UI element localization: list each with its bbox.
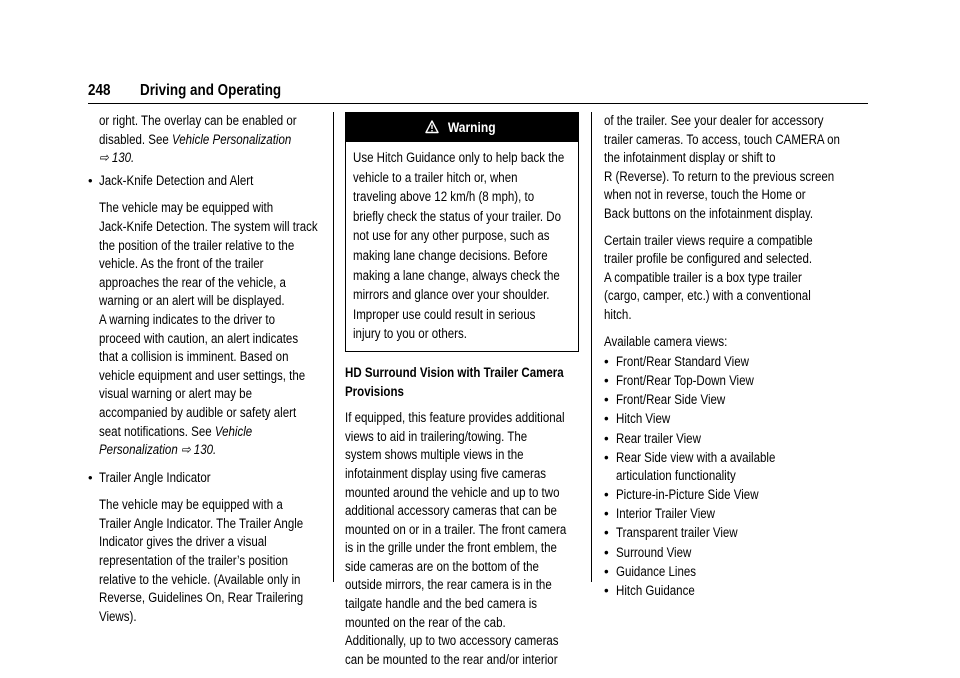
text-line: Additionally, up to two accessory cameras <box>345 633 559 649</box>
list-item: • Hitch Guidance <box>604 582 868 601</box>
list-item: • Interior Trailer View <box>604 505 868 524</box>
text-line: Provisions <box>345 383 404 399</box>
text-line: trailer cameras. To access, touch CAMERA on <box>604 131 840 147</box>
list-item: • Picture-in-Picture Side View <box>604 486 868 505</box>
text-line: (cargo, camper, etc.) with a conventional <box>604 288 811 304</box>
list-intro <box>604 333 868 352</box>
text-line: Trailer Angle Indicator. The Trailer Angle <box>99 515 304 531</box>
text-line: the infotainment display or shift to <box>604 150 776 166</box>
list-item: • Front/Rear Standard View <box>604 353 868 372</box>
text-line: If equipped, this feature provides additional <box>345 410 565 426</box>
text-line: briefly check the status of your trailer. Do <box>353 208 562 224</box>
page-number: 248 <box>88 82 111 99</box>
text-line: infotainment display using five cameras <box>345 465 546 481</box>
text-line <box>99 441 289 460</box>
text-line: additional accessory cameras that can be <box>345 503 557 519</box>
text-line: can be mounted to the rear and/or interior <box>345 651 558 667</box>
column-3 <box>604 112 868 601</box>
text-line: Views). <box>99 608 137 624</box>
text-line: mirrors and glance over your shoulder. <box>353 287 550 303</box>
subheading <box>345 364 579 401</box>
list-item: • Hitch View <box>604 410 868 429</box>
text-line: vehicle. As the front of the trailer <box>99 256 264 272</box>
text-line: HD Surround Vision with Trailer Camera <box>345 364 564 380</box>
bullet-title: • Trailer Angle Indicator <box>99 469 211 485</box>
text-line: traveling above 12 km/h (8 mph), to <box>353 189 535 205</box>
text-line: relative to the vehicle. (Available only in <box>99 571 301 587</box>
text-line: Available camera views: <box>604 333 728 349</box>
bullet-title: • Jack-Knife Detection and Alert <box>99 172 254 188</box>
paragraph-access <box>604 112 868 224</box>
section-title: Driving and Operating <box>140 82 282 99</box>
trailer-angle-paragraph <box>88 496 320 626</box>
text-line: The vehicle may be equipped with <box>99 200 274 216</box>
camera-views-list <box>604 353 868 600</box>
cross-reference: Personalization <box>99 442 178 458</box>
text-line: Indicator gives the driver a visual <box>99 534 267 550</box>
text-line: of the trailer. See your dealer for accessory <box>604 113 824 128</box>
body-paragraph <box>345 409 579 669</box>
text-line: seat notifications. See Vehicle <box>99 423 253 439</box>
text-line: system shows multiple views in the <box>345 447 524 463</box>
text-line: vehicle equipment and user settings, the <box>99 367 306 383</box>
list-item: • Rear trailer View <box>604 430 868 449</box>
text-line: vehicle to a trailer hitch or, when <box>353 169 518 185</box>
list-item: • Guidance Lines <box>604 563 868 582</box>
text-line: disabled. See Vehicle Personalization <box>99 131 292 147</box>
list-item: • Front/Rear Side View <box>604 391 868 410</box>
text-line: warning or an alert will be displayed. <box>99 293 285 309</box>
text-line: representation of the trailer’s position <box>99 553 289 569</box>
text-line: when not in reverse, touch the Home or <box>604 187 806 203</box>
list-item: • Rear Side view with a available articulation functionality <box>604 449 868 486</box>
list-item: • Front/Rear Top-Down View <box>604 372 868 391</box>
jackknife-paragraph <box>88 199 320 459</box>
cross-reference: Vehicle <box>214 423 253 439</box>
text-line: mounted around the vehicle and up to two <box>345 484 560 500</box>
intro-paragraph <box>88 112 320 168</box>
text-line: The vehicle may be equipped with a <box>99 497 283 513</box>
text-line: the position of the trailer relative to the <box>99 237 295 253</box>
text-line: A warning indicates to the driver to <box>99 311 276 327</box>
text-line: trailer profile be configured and selected. <box>604 251 813 267</box>
text-line: that a collision is imminent. Based on <box>99 349 289 365</box>
text-line: Use Hitch Guidance only to help back the <box>353 150 565 165</box>
text-line: hitch. <box>604 306 632 322</box>
text-line: not use for any other purpose, such as <box>353 228 550 244</box>
bullet-jackknife <box>88 172 320 191</box>
column-2 <box>345 112 579 677</box>
page-reference: ⇨ 130. <box>99 150 135 166</box>
page-reference: ⇨ 130. <box>177 442 217 458</box>
text-line: Improper use could result in serious <box>353 306 536 322</box>
text-line: or right. The overlay can be enabled or <box>99 113 297 128</box>
column-divider-1 <box>333 112 334 582</box>
bullet-trailer-angle <box>88 469 320 488</box>
text-line: is in the grille under the front emblem, the <box>345 540 557 556</box>
column-divider-2 <box>591 112 592 582</box>
text-line: mounted on or in a trailer. The front camera <box>345 521 567 537</box>
text-line: approaches the rear of the vehicle, a <box>99 274 286 290</box>
text-line: proceed with caution, an alert indicates <box>99 330 299 346</box>
warning-header <box>346 113 578 142</box>
text-line: views to aid in trailering/towing. The <box>345 428 528 444</box>
warning-triangle-icon <box>425 120 439 134</box>
text-line: Jack-Knife Detection. The system will track <box>99 218 318 234</box>
text-line: visual warning or alert may be <box>99 386 252 402</box>
list-item: • Transparent trailer View <box>604 524 868 543</box>
text-line: R (Reverse). To return to the previous screen <box>604 168 835 184</box>
warning-box <box>345 112 579 352</box>
cross-reference: Vehicle Personalization <box>171 131 292 147</box>
text-line: outside mirrors, the rear camera is in the <box>345 577 552 593</box>
text-line: side cameras are on the bottom of the <box>345 558 539 574</box>
text-line: mounted on the rear of the cab. <box>345 614 506 630</box>
warning-body <box>346 142 578 351</box>
text-line: Reverse, Guidelines On, Rear Trailering <box>99 590 304 606</box>
text-line: accompanied by audible or safety alert <box>99 404 297 420</box>
text-line: injury to you or others. <box>353 326 467 342</box>
text-line: Back buttons on the infotainment display. <box>604 205 814 221</box>
warning-title: Warning <box>447 119 496 135</box>
text-line: making a lane change, always check the <box>353 267 560 283</box>
list-item: • Surround View <box>604 544 868 563</box>
text-line: tailgate handle and the bed camera is <box>345 596 538 612</box>
text-line: Certain trailer views require a compatible <box>604 232 813 248</box>
text-line: A compatible trailer is a box type trailer <box>604 269 802 285</box>
paragraph-compatibility <box>604 232 868 325</box>
text-line: making lane change decisions. Before <box>353 247 548 263</box>
header-rule <box>88 103 868 104</box>
column-1 <box>88 112 320 626</box>
